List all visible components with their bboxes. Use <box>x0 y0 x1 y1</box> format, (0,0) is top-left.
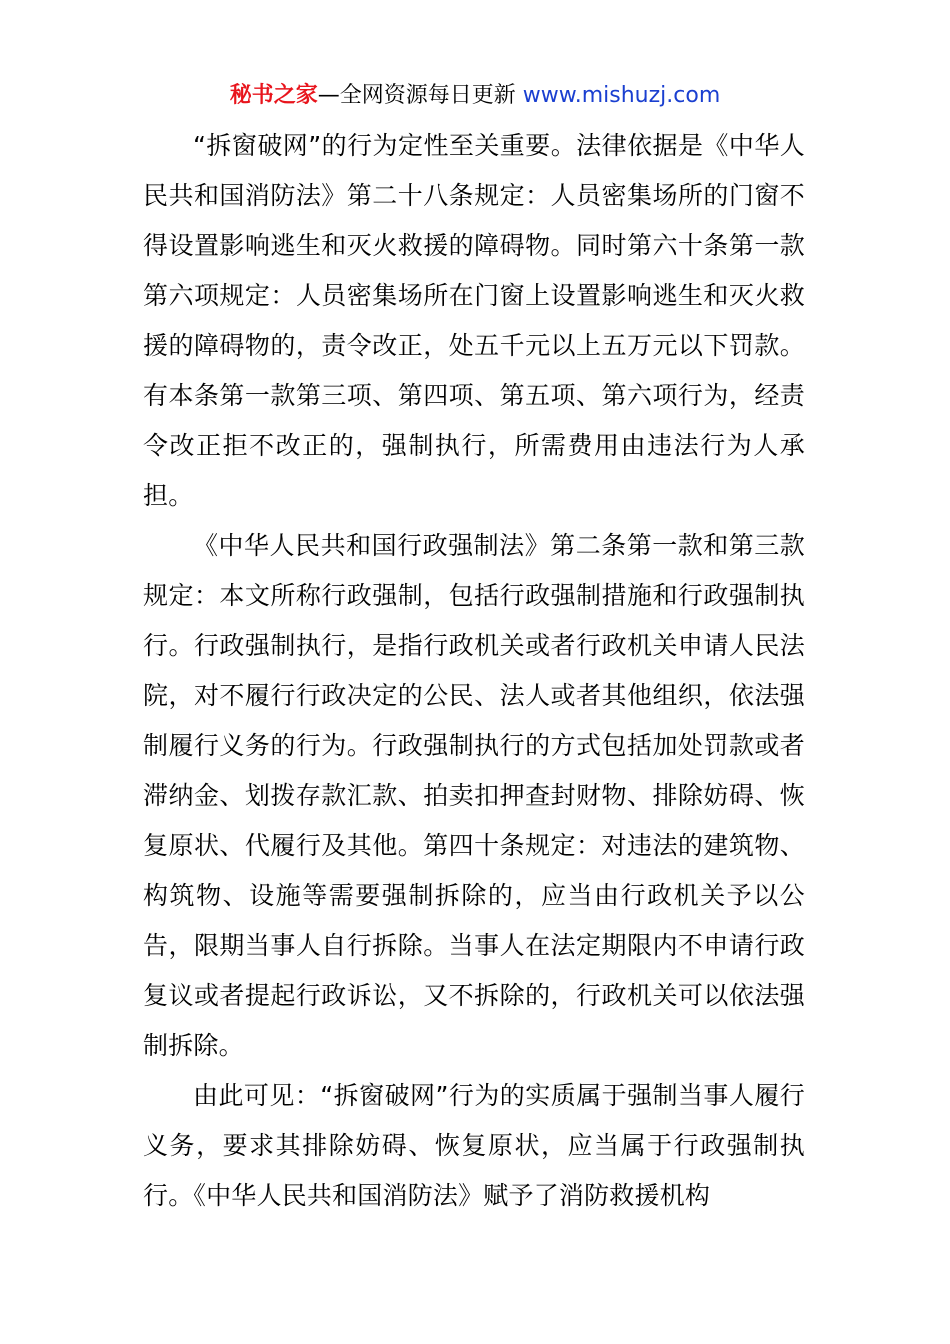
paragraph-conclusion: 由此可见：“拆窗破网”行为的实质属于强制当事人履行义务，要求其排除妨碍、恢复原状，应当属于行政强制执行。《中华人民共和国消防法》赋予了消防救援机构 <box>143 1081 805 1210</box>
site-header <box>0 80 950 112</box>
paragraph-fire-law: “拆窗破网”的行为定性至关重要。法律依据是《中华人民共和国消防法》第二十八条规定：人员密集场所的门窗不得设置影响逃生和灭火救援的障碍物。同时第六十条第一款第六项规定：人员密集场所在门窗上设置影响逃生和灭火救援的障碍物的，责令改正，处五千元以上五万元以下罚款。有本条第一款第三项、第四项、第五项、第六项行为，经责令改正拒不改正的，强制执行，所需费用由违法行为人承担。 <box>143 131 805 510</box>
site-brand: 秘书之家 <box>229 83 318 108</box>
site-tagline: —全网资源每日更新 <box>317 83 516 108</box>
site-url-link[interactable]: www.mishuzj.com <box>515 83 721 108</box>
document-body <box>143 121 805 1221</box>
paragraph-administrative-enforcement-law: 《中华人民共和国行政强制法》第二条第一款和第三款规定：本文所称行政强制，包括行政强制措施和行政强制执行。行政强制执行，是指行政机关或者行政机关申请人民法院，对不履行行政决定的公民、法人或者其他组织，依法强制履行义务的行为。行政强制执行的方式包括加处罚款或者滞纳金、划拨存款汇款、拍卖扣押查封财物、排除妨碍、恢复原状、代履行及其他。第四十条规定：对违法的建筑物、构筑物、设施等需要强制拆除的，应当由行政机关予以公告，限期当事人自行拆除。当事人在法定期限内不申请行政复议或者提起行政诉讼，又不拆除的，行政机关可以依法强制拆除。 <box>143 531 805 1060</box>
